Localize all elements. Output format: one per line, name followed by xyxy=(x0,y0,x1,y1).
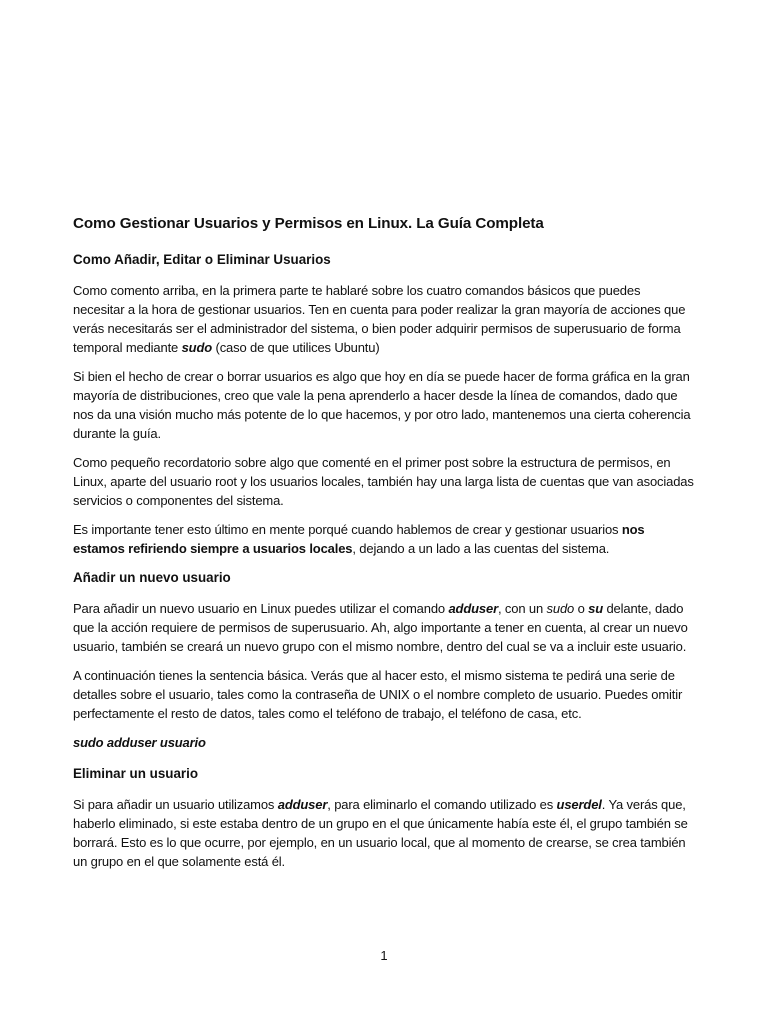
paragraph-text: Como comento arriba, en la primera parte te hablaré sobre los cuatro comandos básicos que puedes necesitar a la hora de gestionar usuarios. Ten en cuenta para poder realizar la gran mayoría de acciones que verás necesitarás ser el administrador del sistema, o bien poder adquirir permisos de superusuario de forma temporal mediante xyxy=(73,283,686,355)
page-number: 1 xyxy=(380,948,388,963)
paragraph-text: , para eliminarlo el comando utilizado es xyxy=(327,797,557,812)
paragraph-adduser xyxy=(73,599,695,656)
paragraph-text: Si para añadir un usuario utilizamos xyxy=(73,797,278,812)
paragraph-text: . Ya verás que, haberlo eliminado, si este estaba dentro de un grupo en el que únicamente había este él, el grupo también se borrará. Esto es lo que ocurre, por ejemplo, en un usuario local, que al momento de crearse, se crea también un grupo en el que solamente está él. xyxy=(73,797,688,869)
paragraph-graphical: Si bien el hecho de crear o borrar usuarios es algo que hoy en día se puede hacer de forma gráfica en la gran mayoría de distribuciones, creo que vale la pena aprenderlo a hacer desde la línea de comandos, dado que nos da una visión mucho más potente de lo que hacemos, y por otro lado, mantenemos una cierta coherencia durante la guía. xyxy=(73,369,691,441)
paragraph-intro xyxy=(73,281,695,357)
userdel-command-inline: userdel xyxy=(556,797,602,812)
section-heading-users: Como Añadir, Editar o Eliminar Usuarios xyxy=(73,252,331,267)
paragraph-text: (caso de que utilices Ubuntu) xyxy=(212,340,380,355)
paragraph-text: Es importante tener esto último en mente porqué cuando hablemos de crear y gestionar usuarios xyxy=(73,522,622,537)
document-title: Como Gestionar Usuarios y Permisos en Linux. La Guía Completa xyxy=(73,215,544,232)
paragraph-text: , dejando a un lado a las cuentas del sistema. xyxy=(352,541,610,556)
paragraph-text: , con un xyxy=(497,601,547,616)
sudo-command-inline: sudo xyxy=(546,601,575,616)
paragraph-text: delante, dado que la acción requiere de permisos de superusuario. Ah, algo importante a tener en cuenta, al crear un nuevo usuario, también se creará un nuevo grupo con el mismo nombre, dentro del cual se va a incluir este usuario. xyxy=(73,601,688,654)
paragraph-text: o xyxy=(574,601,589,616)
paragraph-reminder: Como pequeño recordatorio sobre algo que comenté en el primer post sobre la estructura de permisos, en Linux, aparte del usuario root y los usuarios locales, también hay una larga lista de cuentas que van asociadas servicios o componentes del sistema. xyxy=(73,455,694,508)
adduser-command-inline: adduser xyxy=(277,797,328,812)
bold-emphasis: nos estamos refiriendo siempre a usuarios locales xyxy=(73,522,645,556)
paragraph-local-users xyxy=(73,520,695,558)
sudo-command-inline: sudo xyxy=(181,340,213,355)
paragraph-text: Para añadir un nuevo usuario en Linux puedes utilizar el comando xyxy=(73,601,449,616)
adduser-command-inline: adduser xyxy=(448,601,498,616)
section-heading-delete-user: Eliminar un usuario xyxy=(73,766,199,781)
command-example: sudo adduser usuario xyxy=(73,735,206,750)
su-command-inline: su xyxy=(588,601,603,616)
paragraph-basic-sentence: A continuación tienes la sentencia básica. Verás que al hacer esto, el mismo sistema te pedirá una serie de detalles sobre el usuario, tales como la contraseña de UNIX o el nombre completo de usuario. Puedes omitir perfectamente el resto de datos, tales como el teléfono de trabajo, el teléfono de casa, etc. xyxy=(73,668,683,721)
document-body xyxy=(73,213,695,881)
paragraph-userdel xyxy=(73,795,695,871)
section-heading-add-user: Añadir un nuevo usuario xyxy=(73,570,231,585)
